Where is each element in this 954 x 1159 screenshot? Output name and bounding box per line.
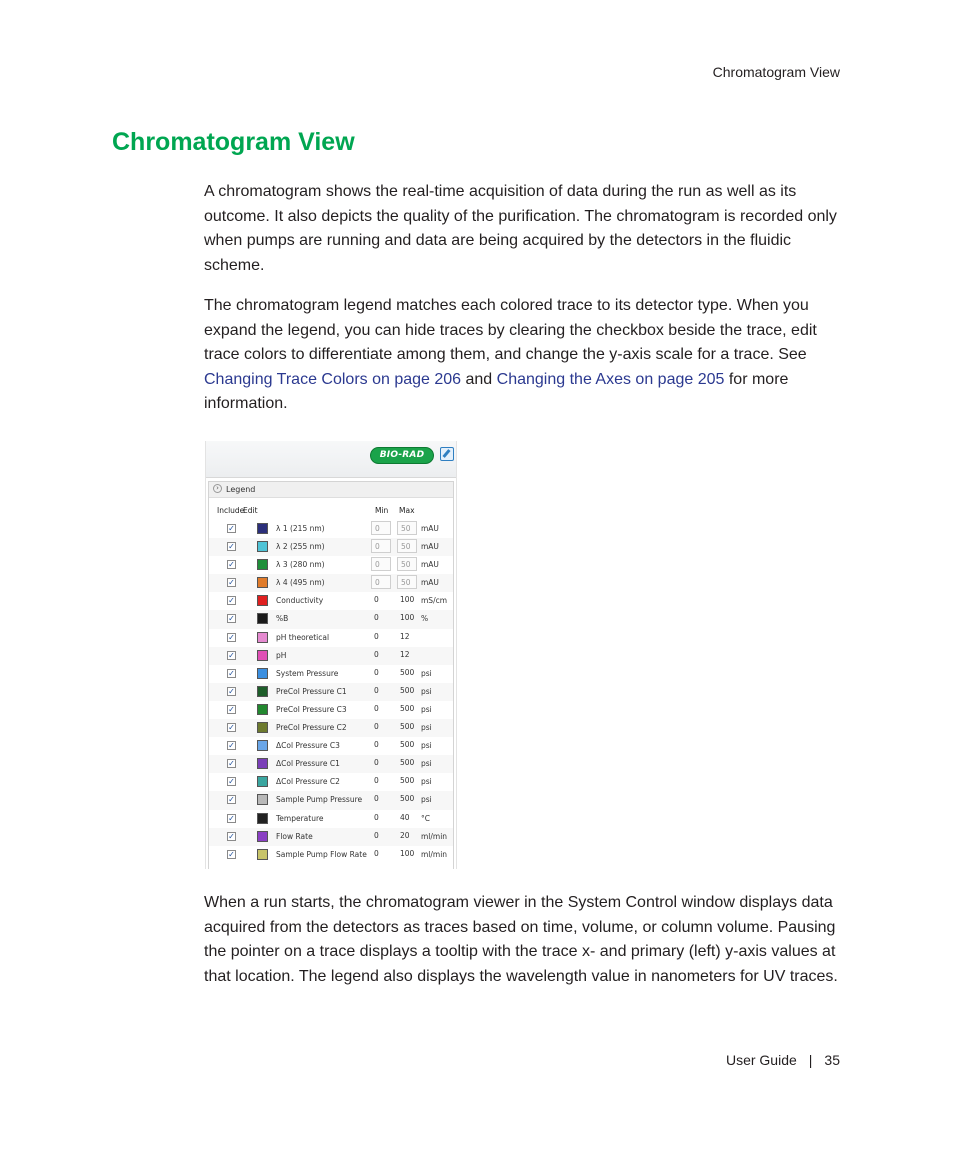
legend-row (209, 701, 453, 719)
unit-label: mS/cm (421, 596, 448, 606)
page-footer (726, 1052, 840, 1068)
trace-name: %B (276, 614, 289, 624)
min-field[interactable]: 0 (374, 649, 379, 659)
legend-row (209, 846, 453, 864)
trace-name: Temperature (276, 813, 324, 823)
legend-paragraph-text-before: The chromatogram legend matches each colored trace to its detector type. When you expand the legend, you can hide traces by clearing the checkbox beside the trace, edit trace colors to differentiate among them, and change the y-axis scale for a trace. See (204, 297, 817, 364)
legend-paragraph (204, 294, 844, 417)
legend-row (209, 647, 453, 665)
include-checkbox[interactable]: ✓ (228, 668, 235, 678)
include-checkbox[interactable]: ✓ (228, 650, 235, 660)
min-field[interactable]: 0 (374, 812, 379, 822)
edit-icon[interactable] (440, 447, 454, 461)
min-field[interactable]: 0 (374, 740, 379, 750)
trace-name: λ 4 (495 nm) (276, 578, 325, 588)
legend-row (209, 683, 453, 701)
trace-name: PreCol Pressure C1 (276, 686, 347, 696)
legend-row (209, 592, 453, 610)
legend-paragraph-text-middle: and (461, 370, 497, 388)
min-field[interactable]: 0 (374, 631, 379, 641)
trace-color-swatch[interactable] (257, 740, 268, 751)
trace-color-swatch[interactable] (257, 595, 268, 606)
include-checkbox[interactable]: ✓ (228, 578, 235, 588)
trace-color-swatch[interactable] (257, 704, 268, 715)
include-checkbox[interactable]: ✓ (228, 686, 235, 696)
unit-label: psi (421, 723, 432, 733)
max-field: 50 (397, 575, 417, 589)
legend-row (209, 810, 453, 828)
legend-row (209, 629, 453, 647)
max-field[interactable]: 100 (400, 613, 415, 623)
min-field: 0 (371, 575, 391, 589)
trace-name: Flow Rate (276, 831, 313, 841)
max-field[interactable]: 500 (400, 794, 415, 804)
running-head: Chromatogram View (712, 64, 840, 80)
legend-row (209, 828, 453, 846)
trace-color-swatch[interactable] (257, 613, 268, 624)
legend-panel (208, 481, 454, 869)
trace-name: pH (276, 650, 287, 660)
min-field[interactable]: 0 (374, 703, 379, 713)
unit-label: ml/min (421, 849, 448, 859)
trace-name: pH theoretical (276, 632, 330, 642)
trace-color-swatch[interactable] (257, 776, 268, 787)
unit-label: °C (421, 813, 430, 823)
header-min: Min (375, 506, 389, 515)
legend-header[interactable] (209, 482, 453, 498)
unit-label: psi (421, 704, 432, 714)
trace-color-swatch[interactable] (257, 758, 268, 769)
min-field[interactable]: 0 (374, 830, 379, 840)
trace-color-swatch[interactable] (257, 559, 268, 570)
legend-row (209, 773, 453, 791)
include-checkbox[interactable]: ✓ (228, 542, 235, 552)
legend-column-headers (209, 498, 453, 520)
max-field: 50 (397, 521, 417, 535)
trace-name: ΔCol Pressure C3 (276, 741, 340, 751)
trace-name: λ 1 (215 nm) (276, 524, 325, 533)
intro-paragraph: A chromatogram shows the real-time acquisition of data during the run as well as its outcome. It also depicts the quality of the purification. The chromatogram is recorded only when pumps are running and data are being acquired by the detectors in the fluidic scheme. (204, 183, 837, 274)
max-field[interactable]: 100 (400, 595, 415, 605)
include-checkbox[interactable]: ✓ (228, 741, 235, 751)
legend-row (209, 520, 453, 538)
trace-name: Conductivity (276, 596, 324, 606)
trace-name: PreCol Pressure C2 (276, 723, 347, 733)
include-checkbox[interactable]: ✓ (228, 596, 235, 606)
trace-color-swatch[interactable] (257, 523, 268, 534)
unit-label: psi (421, 686, 432, 696)
max-field[interactable]: 500 (400, 703, 415, 713)
include-checkbox[interactable]: ✓ (228, 849, 235, 859)
unit-label: psi (421, 741, 432, 751)
unit-label: psi (421, 759, 432, 769)
screenshot-toolbar (206, 441, 456, 478)
trace-color-swatch[interactable] (257, 541, 268, 552)
unit-label: mAU (421, 578, 439, 588)
min-field: 0 (371, 539, 391, 553)
trace-color-swatch[interactable] (257, 794, 268, 805)
max-field[interactable]: 100 (400, 848, 415, 858)
section-title: Chromatogram View (112, 128, 355, 156)
max-field[interactable]: 500 (400, 722, 415, 732)
trace-name: Sample Pump Flow Rate (276, 849, 367, 859)
min-field[interactable]: 0 (374, 794, 379, 804)
trace-name: λ 3 (280 nm) (276, 560, 325, 570)
min-field[interactable]: 0 (374, 667, 379, 677)
header-include: Include (217, 506, 245, 515)
trace-color-swatch[interactable] (257, 686, 268, 697)
include-checkbox[interactable]: ✓ (228, 831, 235, 841)
bio-rad-logo: BIO-RAD (370, 447, 434, 464)
legend-row (209, 755, 453, 773)
min-field[interactable]: 0 (374, 613, 379, 623)
include-checkbox[interactable]: ✓ (228, 632, 235, 642)
min-field[interactable]: 0 (374, 776, 379, 786)
min-field[interactable]: 0 (374, 758, 379, 768)
link-changing-the-axes[interactable]: Changing the Axes on page 205 (496, 370, 725, 388)
trace-color-swatch[interactable] (257, 831, 268, 842)
trace-color-swatch[interactable] (257, 668, 268, 679)
chevron-icon[interactable]: › (213, 484, 222, 493)
min-field[interactable]: 0 (374, 685, 379, 695)
legend-paragraph-text-after: for more information. (204, 370, 789, 413)
unit-label: psi (421, 777, 432, 787)
trace-color-swatch[interactable] (257, 632, 268, 643)
max-field[interactable]: 40 (400, 812, 410, 822)
min-field: 0 (371, 521, 391, 535)
legend-row (209, 665, 453, 683)
min-field[interactable]: 0 (374, 595, 379, 605)
footer-separator: | (808, 1052, 813, 1068)
legend-row (209, 737, 453, 755)
unit-label: mAU (421, 524, 439, 533)
max-field: 50 (397, 557, 417, 571)
trace-color-swatch[interactable] (257, 813, 268, 824)
max-field[interactable]: 500 (400, 776, 415, 786)
header-edit: Edit (243, 506, 258, 515)
legend-row (209, 791, 453, 809)
legend-row (209, 610, 453, 628)
include-checkbox[interactable]: ✓ (228, 614, 235, 624)
max-field[interactable]: 12 (400, 649, 410, 659)
min-field[interactable]: 0 (374, 722, 379, 732)
include-checkbox[interactable]: ✓ (228, 813, 235, 823)
max-field[interactable]: 500 (400, 758, 415, 768)
trace-name: Sample Pump Pressure (276, 795, 363, 805)
legend-row (209, 556, 453, 574)
include-checkbox[interactable]: ✓ (228, 759, 235, 769)
page-number: 35 (824, 1052, 840, 1068)
link-changing-trace-colors[interactable]: Changing Trace Colors on page 206 (204, 370, 462, 388)
trace-name: ΔCol Pressure C1 (276, 759, 340, 769)
include-checkbox[interactable]: ✓ (228, 723, 235, 733)
unit-label: % (421, 614, 429, 624)
max-field[interactable]: 12 (400, 631, 410, 641)
header-max: Max (399, 506, 415, 515)
legend-screenshot (205, 441, 457, 869)
unit-label: psi (421, 668, 432, 678)
trace-name: PreCol Pressure C3 (276, 704, 347, 714)
trace-name: System Pressure (276, 668, 339, 678)
include-checkbox[interactable]: ✓ (228, 777, 235, 787)
min-field: 0 (371, 557, 391, 571)
max-field[interactable]: 500 (400, 740, 415, 750)
legend-rows (209, 520, 453, 864)
max-field[interactable]: 500 (400, 667, 415, 677)
unit-label: psi (421, 795, 432, 805)
unit-label: mAU (421, 542, 439, 552)
trace-color-swatch[interactable] (257, 722, 268, 733)
legend-row (209, 719, 453, 737)
legend-row (209, 538, 453, 556)
max-field[interactable]: 500 (400, 685, 415, 695)
include-checkbox[interactable]: ✓ (228, 524, 235, 533)
trace-name: ΔCol Pressure C2 (276, 777, 340, 787)
trace-color-swatch[interactable] (257, 849, 268, 860)
max-field[interactable]: 20 (400, 830, 410, 840)
trace-color-swatch[interactable] (257, 577, 268, 588)
min-field[interactable]: 0 (374, 848, 379, 858)
unit-label: mAU (421, 560, 439, 570)
legend-row (209, 574, 453, 592)
viewer-paragraph: When a run starts, the chromatogram viewer in the System Control window displays data acquired from the detectors as traces based on time, volume, or column volume. Pausing the pointer on a trace displays a tooltip with the trace x- and primary (left) y-axis values at that location. The legend also displays the wavelength value in nanometers for UV traces. (204, 894, 838, 985)
include-checkbox[interactable]: ✓ (228, 560, 235, 570)
trace-name: λ 2 (255 nm) (276, 542, 325, 552)
footer-guide-name: User Guide (725, 1052, 797, 1068)
include-checkbox[interactable]: ✓ (228, 704, 235, 714)
include-checkbox[interactable]: ✓ (228, 795, 235, 805)
unit-label: ml/min (421, 831, 448, 841)
legend-title: Legend (226, 485, 256, 494)
max-field: 50 (397, 539, 417, 553)
trace-color-swatch[interactable] (257, 650, 268, 661)
